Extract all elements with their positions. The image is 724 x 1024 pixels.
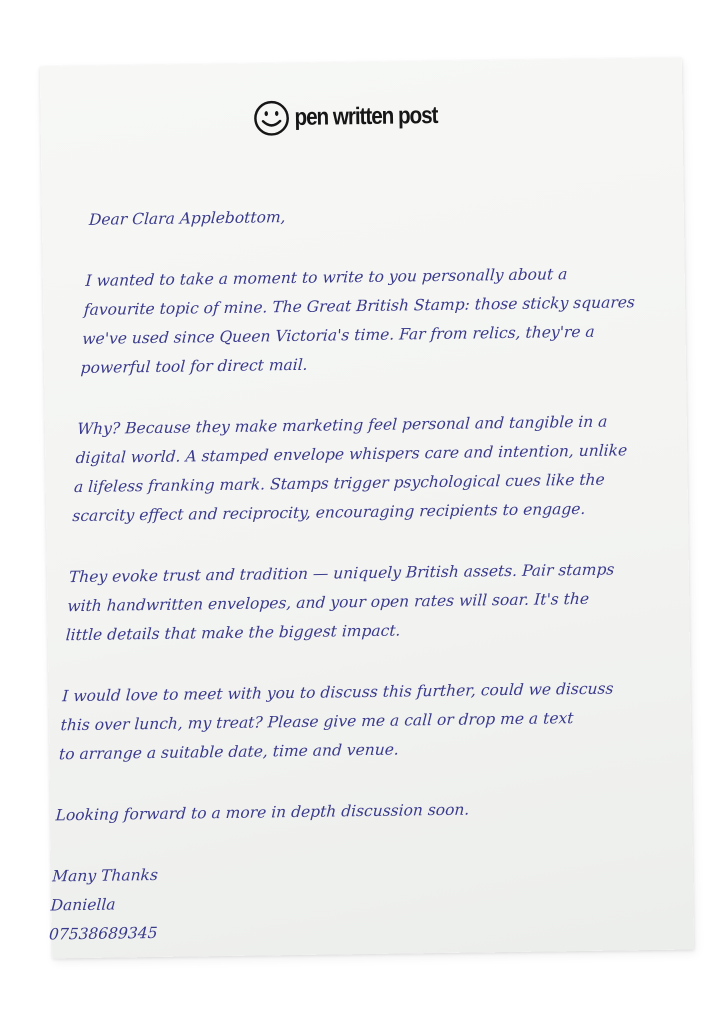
sign-off: Many Thanks	[51, 865, 159, 886]
paragraph-2	[72, 407, 648, 531]
letter-line: a lifeless franking mark. Stamps trigger psychological cues like the	[73, 470, 606, 497]
letter-line: I would love to meet with you to discuss this further, could we discuss	[61, 679, 614, 706]
letter-line: favourite topic of mine. The Great British Stamp: those sticky squares	[83, 293, 636, 319]
letter-line: to arrange a suitable date, time and venue.	[58, 740, 400, 764]
letter-line: we've used since Queen Victoria's time. Far from relics, they're a	[81, 322, 596, 348]
letter-sheet	[40, 58, 694, 959]
salutation: Dear Clara Applebottom,	[88, 208, 287, 229]
letter-line: Looking forward to a more in depth discussion soon.	[55, 800, 470, 825]
paragraph-4	[58, 674, 633, 769]
letter-line: with handwritten envelopes, and your open rates will soar. It's the	[66, 589, 590, 616]
letter-line: this over lunch, my treat? Please give me a call or drop me a text	[60, 709, 574, 735]
phone-number: 07538689345	[48, 923, 158, 944]
letter-line: powerful tool for direct mail.	[80, 355, 309, 377]
signature-name: Daniella	[50, 895, 117, 915]
letter-line: They evoke trust and tradition — uniquely British assets. Pair stamps	[68, 560, 615, 587]
letter-line: little details that make the biggest impact.	[65, 621, 402, 645]
letter-line: scarcity effect and reciprocity, encouraging recipients to engage.	[71, 499, 586, 526]
paragraph-3	[65, 555, 640, 650]
handwritten-letter	[48, 198, 660, 950]
letter-line: I wanted to take a moment to write to you personally about a	[85, 265, 568, 290]
letter-line: Why? Because they make marketing feel personal and tangible in a	[76, 412, 608, 439]
smiley-face-icon	[252, 99, 291, 138]
letter-line: digital world. A stamped envelope whispers care and intention, unlike	[75, 441, 628, 468]
brand-name: pen written post	[294, 101, 438, 131]
brand-logo	[252, 91, 461, 144]
paragraph-1	[80, 259, 656, 383]
